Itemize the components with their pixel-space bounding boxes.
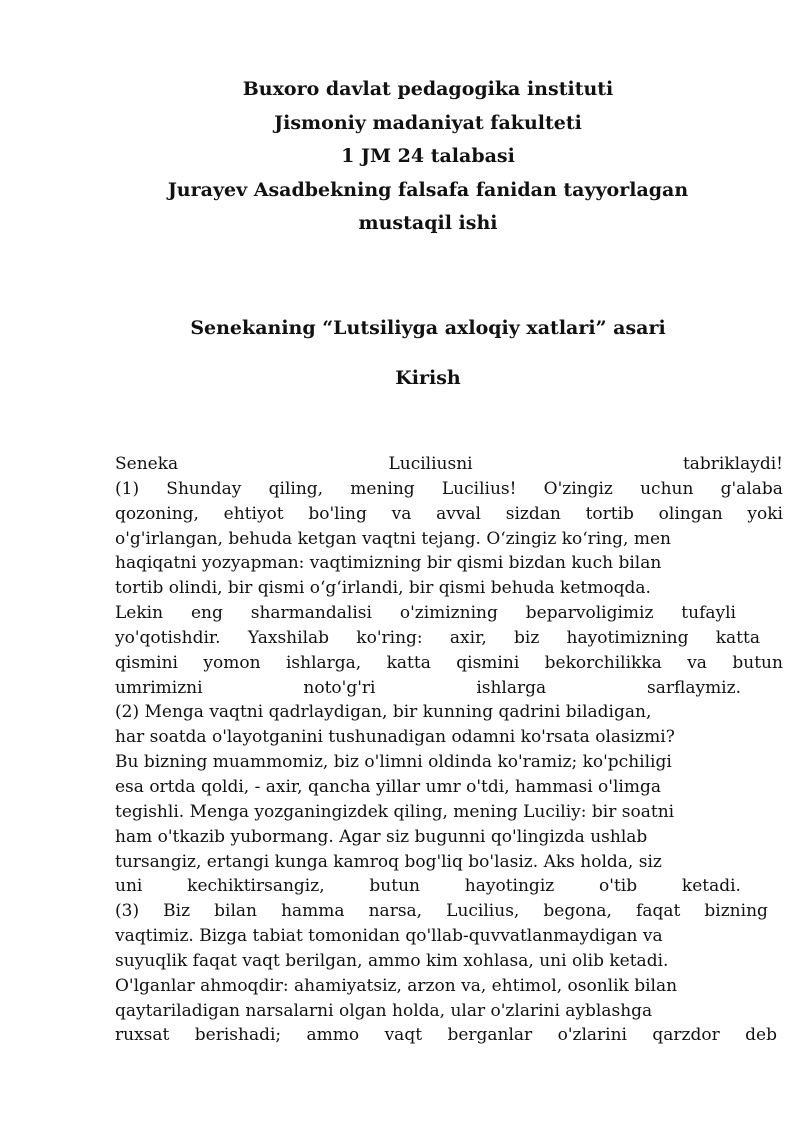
body-line: o'g'irlangan, behuda ketgan vaqtni tejang. O‘zingiz ko‘ring, men bbox=[115, 528, 671, 549]
institute-name: Buxoro davlat pedagogika instituti bbox=[242, 78, 614, 100]
body-word: kechiktirsangiz, bbox=[187, 876, 325, 897]
body-word: eng bbox=[190, 603, 223, 624]
body-word: tabriklaydi! bbox=[682, 454, 783, 474]
body-line bbox=[115, 502, 783, 527]
body-word: mening bbox=[350, 478, 415, 499]
body-word: narsa, bbox=[368, 901, 423, 922]
body-word: katta bbox=[386, 652, 431, 673]
section-title: Kirish bbox=[395, 367, 461, 389]
body-word: qismini bbox=[115, 652, 178, 673]
body-line: tegishli. Menga yozganingizdek qiling, mening Luciliy: bir soatni bbox=[115, 801, 675, 822]
body-word: (3) bbox=[115, 901, 140, 922]
author-line: Jurayev Asadbekning falsafa fanidan tayyorlagan bbox=[167, 178, 689, 201]
body-word: butun bbox=[369, 876, 420, 897]
work-type: mustaqil ishi bbox=[358, 212, 498, 234]
body-word: Biz bbox=[163, 901, 191, 922]
body-line: Bu bizning muammomiz, biz o'limni oldinda ko'ramiz; ko'pchiligi bbox=[115, 752, 672, 773]
body-line: qaytariladigan narsalarni olgan holda, ular o'zlarini ayblashga bbox=[115, 1000, 653, 1021]
body-word: yo'qotishdir. bbox=[115, 627, 221, 648]
body-word: beparvoligimiz bbox=[525, 603, 654, 624]
body-word: deb bbox=[745, 1025, 777, 1046]
body-word: yomon bbox=[203, 652, 261, 673]
body-line: har soatda o'layotganini tushunadigan odamni ko'rsata olasizmi? bbox=[115, 727, 675, 748]
body-word: bekorchilikka bbox=[544, 652, 662, 673]
body-word: va bbox=[687, 652, 707, 673]
body-word: axir, bbox=[449, 627, 487, 648]
body-line bbox=[115, 899, 768, 924]
body-line: suyuqlik faqat vaqt berilgan, ammo kim xohlasa, uni olib ketadi. bbox=[115, 950, 669, 971]
body-text bbox=[115, 452, 783, 1048]
body-word: ammo bbox=[306, 1025, 360, 1046]
body-word: vaqt bbox=[384, 1025, 423, 1046]
title-block bbox=[100, 73, 756, 241]
body-word: o'tib bbox=[599, 876, 638, 897]
body-word: ketadi. bbox=[681, 876, 741, 897]
body-word: ishlarga bbox=[476, 677, 547, 698]
body-word: ishlarga, bbox=[285, 652, 362, 673]
body-word: ehtiyot bbox=[223, 503, 284, 524]
body-word: Yaxshilab bbox=[247, 627, 330, 648]
body-word: Seneka bbox=[115, 454, 179, 474]
body-word: umrimizni bbox=[115, 677, 203, 698]
body-word: hayotingiz bbox=[464, 876, 555, 897]
body-word: uchun bbox=[640, 478, 694, 499]
body-word: butun bbox=[732, 652, 783, 673]
body-line: haqiqatni yozyapman: vaqtimizning bir qismi bizdan kuch bilan bbox=[115, 553, 662, 574]
body-word: faqat bbox=[636, 901, 681, 922]
body-word: Lekin bbox=[115, 603, 164, 624]
body-line: O'lganlar ahmoqdir: ahamiyatsiz, arzon va, ehtimol, osonlik bilan bbox=[115, 975, 678, 996]
body-word: sharmandalisi bbox=[250, 603, 372, 624]
student-group: 1 JM 24 talabasi bbox=[341, 145, 515, 167]
body-word: biz bbox=[514, 627, 540, 648]
body-line: tursangiz, ertangi kunga kamroq bog'liq bo'lasiz. Aks holda, siz bbox=[115, 851, 662, 872]
body-word: noto'g'ri bbox=[303, 677, 376, 698]
body-word: Lucilius, bbox=[446, 901, 520, 922]
body-word: berganlar bbox=[447, 1025, 533, 1046]
body-word: hayotimizning bbox=[566, 627, 689, 648]
body-word: tufayli bbox=[681, 603, 736, 624]
body-line: ham o'tkazib yubormang. Agar siz bugunni qo'lingizda ushlab bbox=[115, 826, 648, 847]
body-word: sizdan bbox=[505, 503, 561, 524]
body-line: tortib olindi, bir qismi o‘g‘irlandi, bir qismi behuda ketmoqda. bbox=[115, 578, 651, 599]
body-word: qiling, bbox=[268, 478, 324, 499]
body-line bbox=[115, 626, 760, 651]
body-word: olingan bbox=[658, 503, 723, 524]
body-line: (2) Menga vaqtni qadrlaydigan, bir kunning qadrini biladigan, bbox=[115, 702, 652, 723]
body-word: bilan bbox=[214, 901, 257, 922]
body-line bbox=[115, 452, 783, 477]
faculty-name: Jismoniy madaniyat fakulteti bbox=[274, 111, 582, 134]
body-word: ruxsat bbox=[115, 1025, 170, 1046]
body-word: Shunday bbox=[166, 478, 242, 499]
body-word: bo'ling bbox=[308, 503, 367, 524]
body-line: vaqtimiz. Bizga tabiat tomonidan qo'llab-quvvatlanmaydigan va bbox=[115, 926, 663, 947]
body-word: katta bbox=[715, 627, 760, 648]
body-word: bizning bbox=[704, 901, 768, 922]
body-word: qarzdor bbox=[652, 1025, 720, 1046]
body-word: tortib bbox=[585, 503, 634, 524]
body-word: avval bbox=[436, 503, 481, 524]
body-line bbox=[115, 874, 741, 899]
body-word: g'alaba bbox=[720, 478, 783, 499]
body-word: Lucilius! bbox=[441, 478, 517, 499]
body-word: (1) bbox=[115, 478, 140, 499]
body-word: yoki bbox=[747, 503, 783, 524]
body-word: O'zingiz bbox=[543, 478, 613, 499]
body-word: o'zlarini bbox=[557, 1025, 627, 1046]
body-word: Luciliusni bbox=[388, 454, 473, 474]
body-line bbox=[115, 676, 741, 701]
body-word: va bbox=[391, 503, 412, 524]
body-word: qismini bbox=[456, 652, 520, 673]
body-word: uni bbox=[115, 876, 143, 897]
body-line bbox=[115, 477, 783, 502]
essay-title: Senekaning “Lutsiliyga axloqiy xatlari” asari bbox=[190, 317, 666, 339]
body-word: qozoning, bbox=[115, 503, 199, 524]
body-line: esa ortda qoldi, - axir, qancha yillar umr o'tdi, hammasi o'limga bbox=[115, 776, 661, 797]
body-line bbox=[115, 651, 783, 676]
body-word: o'zimizning bbox=[399, 603, 498, 624]
body-word: hamma bbox=[281, 901, 345, 922]
body-line bbox=[115, 1023, 777, 1048]
body-word: sarflaymiz. bbox=[647, 677, 741, 698]
body-word: ko'ring: bbox=[356, 627, 423, 648]
body-line bbox=[115, 601, 736, 626]
body-word: berishadi; bbox=[194, 1025, 282, 1046]
body-word: begona, bbox=[543, 901, 612, 922]
